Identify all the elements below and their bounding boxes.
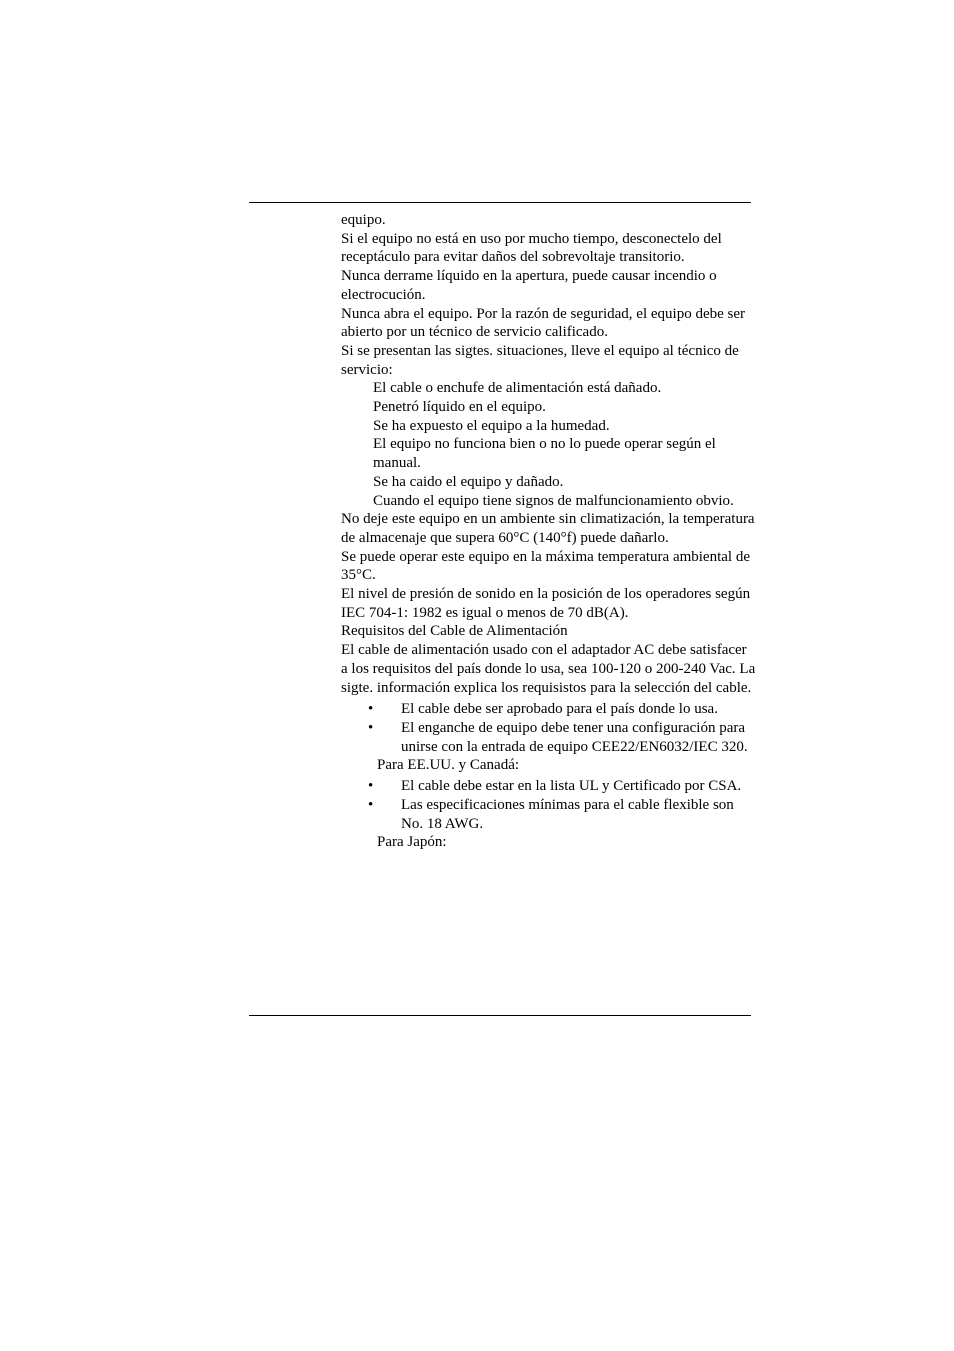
footer-rule — [249, 1015, 751, 1016]
list-item — [341, 796, 756, 833]
paragraph: equipo. — [341, 212, 386, 228]
situation-item: Cuando el equipo tiene signos de malfuncionamiento obvio. — [373, 492, 734, 509]
section-heading: Requisitos del Cable de Alimentación — [341, 623, 568, 640]
situations-list — [341, 379, 756, 510]
us-canada-requirements-list — [341, 777, 756, 833]
paragraph: Nunca derrame líquido en la apertura, puede causar incendio o electrocución. — [341, 268, 717, 303]
header-rule — [249, 202, 751, 203]
situation-item: Penetró líquido en el equipo. — [373, 399, 546, 416]
situation-item: Se ha expuesto el equipo a la humedad. — [373, 417, 610, 434]
page-body — [341, 211, 756, 852]
paragraph: Si el equipo no está en uso por mucho tiempo, desconectelo del receptáculo para evitar daños del sobrevoltaje transitorio. — [341, 230, 722, 266]
situation-item: El equipo no funciona bien o no lo puede operar según el manual. — [373, 436, 716, 472]
bullet-icon: • — [368, 701, 374, 718]
paragraph: El cable de alimentación usado con el adaptador AC debe satisfacer a los requisitos del país donde lo usa, sea 100-120 o 200-240 Vac. La sigte. información explica los requisistos para la selección del cable. — [341, 642, 756, 696]
situation-item: Se ha caido el equipo y dañado. — [373, 473, 564, 490]
paragraph: Si se presentan las sigtes. situaciones, lleve el equipo al técnico de servicio: — [341, 342, 739, 378]
list-item-text: Las especificaciones mínimas para el cable flexible son No. 18 AWG. — [401, 796, 734, 832]
list-item-text: El enganche de equipo debe tener una configuración para unirse con la entrada de equipo CEE22/EN6032/IEC 320. — [401, 719, 748, 755]
list-item-text: El cable debe ser aprobado para el país donde lo usa. — [401, 701, 718, 718]
paragraph: Nunca abra el equipo. Por la razón de seguridad, el equipo debe ser abierto por un técnico de servicio calificado. — [341, 305, 746, 341]
paragraph: El nivel de presión de sonido en la posición de los operadores según IEC 704-1: 1982 es igual o menos de 70 dB(A). — [341, 586, 751, 621]
list-item-text: El cable debe estar en la lista UL y Certificado por CSA. — [401, 778, 742, 795]
paragraph: No deje este equipo en un ambiente sin climatización, la temperatura de almacenaje que supera 60°C (140°f) puede dañarlo. — [341, 511, 755, 546]
list-item — [341, 777, 756, 796]
us-canada-label: Para EE.UU. y Canadá: — [377, 757, 520, 774]
situation-item: El cable o enchufe de alimentación está dañado. — [373, 380, 662, 397]
paragraph: Se puede operar este equipo en la máxima temperatura ambiental de 35°C. — [341, 548, 750, 584]
general-requirements-list — [341, 700, 756, 756]
bullet-icon: • — [368, 778, 374, 795]
list-item — [341, 700, 756, 719]
bullet-icon: • — [368, 796, 374, 813]
list-item — [341, 719, 756, 756]
bullet-icon: • — [368, 719, 374, 736]
japan-label: Para Japón: — [377, 834, 447, 851]
